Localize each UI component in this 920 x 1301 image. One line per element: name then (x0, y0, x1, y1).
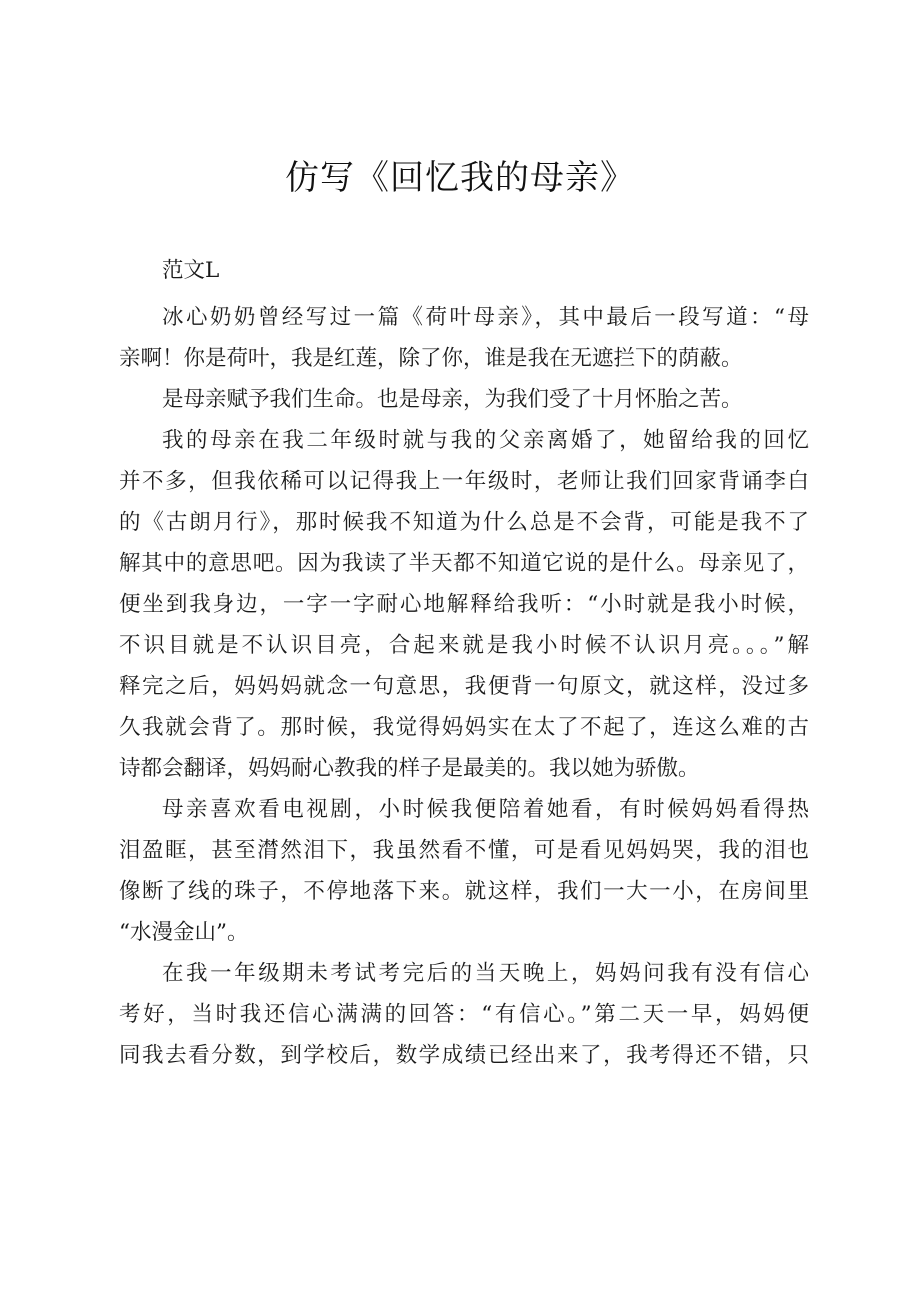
document-body (119, 250, 809, 1076)
text-line: 并不多，但我依稀可以记得我上一年级时，老师让我们回家背诵李白 (119, 469, 809, 494)
text-line: 是母亲赋予我们生命。也是母亲，为我们受了十月怀胎之苦。 (162, 387, 743, 412)
text-line: 的《古朗月行》，那时候我不知道为什么总是不会背，可能是我不了 (119, 510, 809, 535)
text-line: 母亲喜欢看电视剧，小时候我便陪着她看，有时候妈妈看得热 (162, 797, 809, 822)
text-line: 考好，当时我还信心满满的回答：“有信心。”第二天一早，妈妈便 (119, 1002, 809, 1027)
text-line: 冰心奶奶曾经写过一篇《荷叶母亲》，其中最后一段写道：“母 (162, 305, 809, 330)
text-line: 解其中的意思吧。因为我读了半天都不知道它说的是什么。母亲见了， (119, 551, 809, 576)
paragraph-1 (119, 297, 809, 379)
paragraph-2 (119, 379, 809, 420)
essay-label: 范文L (162, 258, 220, 283)
text-line: 在我一年级期未考试考完后的当天晚上，妈妈问我有没有信心 (162, 961, 809, 986)
text-line: 诗都会翻译，妈妈耐心教我的样子是最美的。我以她为骄傲。 (119, 756, 700, 781)
paragraph-4 (119, 789, 809, 953)
text-line: 释完之后，妈妈妈就念一句意思，我便背一句原文，就这样，没过多 (119, 674, 809, 699)
text-line: 久我就会背了。那时候，我觉得妈妈实在太了不起了，连这么难的古 (119, 715, 809, 740)
text-line: “水漫金山”。 (119, 920, 249, 945)
text-line: 泪盈眶，甚至潸然泪下，我虽然看不懂，可是看见妈妈哭，我的泪也 (119, 838, 809, 863)
paragraph-3 (119, 420, 809, 789)
text-line: 同我去看分数，到学校后，数学成绩已经出来了，我考得还不错，只 (119, 1043, 809, 1068)
text-line: 亲啊！你是荷叶，我是红莲，除了你，谁是我在无遮拦下的荫蔽。 (119, 346, 743, 371)
paragraph-5 (119, 953, 809, 1076)
text-line: 便坐到我身边，一字一字耐心地解释给我听：“小时就是我小时候， (119, 592, 809, 617)
text-line: 我的母亲在我二年级时就与我的父亲离婚了，她留给我的回忆 (162, 428, 809, 453)
document-title: 仿写《回忆我的母亲》 (285, 158, 635, 198)
text-line: 像断了线的珠子，不停地落下来。就这样，我们一大一小，在房间里 (119, 879, 809, 904)
text-line: 不识目就是不认识目亮，合起来就是我小时候不认识月亮。。。”解 (119, 633, 809, 658)
